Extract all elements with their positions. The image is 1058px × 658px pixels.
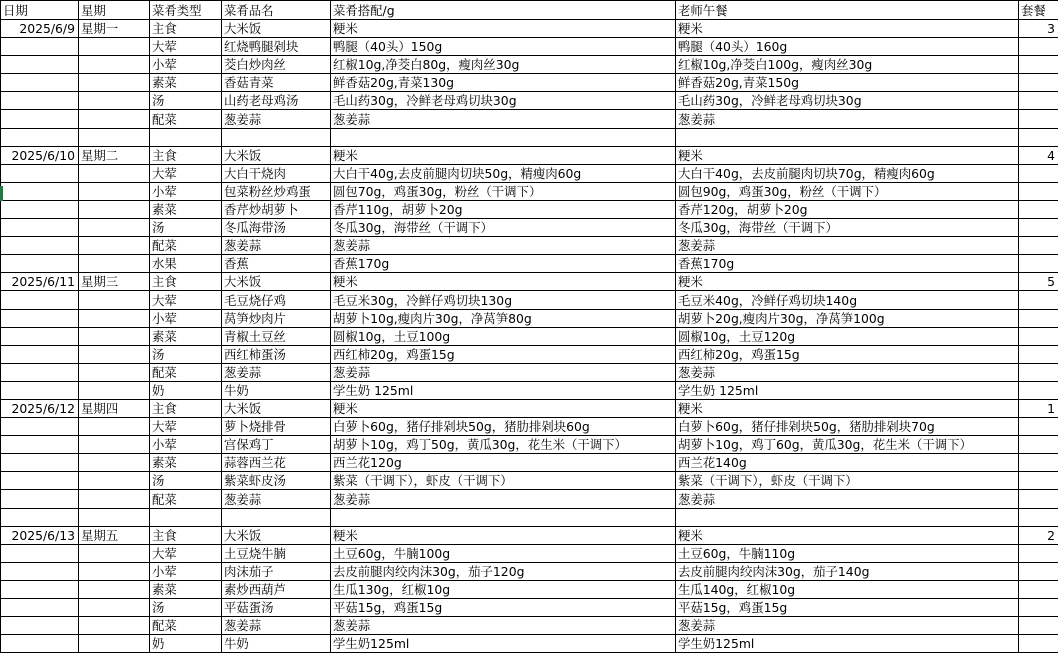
dish-type-cell[interactable]: 小荤 <box>150 56 222 74</box>
table-row <box>1 237 1058 255</box>
date-cell[interactable] <box>1 38 79 56</box>
dish-name-cell[interactable]: 牛奶 <box>222 381 331 399</box>
set-meal-cell[interactable] <box>1019 128 1058 146</box>
dish-name-cell[interactable]: 紫菜虾皮汤 <box>222 472 331 490</box>
teacher-lunch-cell[interactable]: 粳米 <box>676 146 1019 164</box>
dish-type-cell[interactable]: 素菜 <box>150 454 222 472</box>
dish-name-cell[interactable]: 大米饭 <box>222 526 331 544</box>
ingredients-cell[interactable]: 生瓜130g，红椒10g <box>331 580 676 598</box>
date-cell[interactable] <box>1 327 79 345</box>
table-row <box>1 273 1058 291</box>
teacher-lunch-cell[interactable]: 粳米 <box>676 526 1019 544</box>
table-row <box>1 56 1058 74</box>
weekday-cell[interactable] <box>79 580 150 598</box>
ingredients-cell[interactable]: 香蕉170g <box>331 255 676 273</box>
ingredients-cell[interactable]: 葱姜蒜 <box>331 110 676 128</box>
teacher-lunch-cell[interactable]: 葱姜蒜 <box>676 363 1019 381</box>
set-meal-cell[interactable]: 3 <box>1019 20 1058 38</box>
teacher-lunch-cell[interactable]: 胡萝卜20g,瘦肉片30g，净莴笋100g <box>676 309 1019 327</box>
dish-type-cell[interactable]: 小荤 <box>150 436 222 454</box>
dish-name-cell[interactable]: 蒜蓉西兰花 <box>222 454 331 472</box>
dish-type-cell[interactable]: 主食 <box>150 20 222 38</box>
header-set-meal[interactable]: 套餐 <box>1019 1 1058 20</box>
ingredients-cell[interactable]: 去皮前腿肉绞肉沫30g，茄子120g <box>331 562 676 580</box>
dish-type-cell[interactable]: 汤 <box>150 219 222 237</box>
dish-type-cell[interactable]: 素菜 <box>150 327 222 345</box>
dish-type-cell[interactable]: 主食 <box>150 526 222 544</box>
dish-type-cell[interactable]: 素菜 <box>150 580 222 598</box>
table-row <box>1 399 1058 417</box>
teacher-lunch-cell[interactable]: 粳米 <box>676 399 1019 417</box>
dish-type-cell[interactable]: 主食 <box>150 273 222 291</box>
teacher-lunch-cell[interactable]: 学生奶 125ml <box>676 381 1019 399</box>
set-meal-cell[interactable] <box>1019 363 1058 381</box>
ingredients-cell[interactable]: 圆椒10g，土豆100g <box>331 327 676 345</box>
weekday-cell[interactable]: 星期三 <box>79 273 150 291</box>
table-row <box>1 490 1058 508</box>
teacher-lunch-cell[interactable]: 白萝卜60g，猪仔排剁块50g，猪肋排剁块70g <box>676 418 1019 436</box>
teacher-lunch-cell[interactable]: 冬瓜30g，海带丝（干调下） <box>676 219 1019 237</box>
set-meal-cell[interactable] <box>1019 200 1058 218</box>
date-cell[interactable]: 2025/6/10 <box>1 146 79 164</box>
dish-name-cell[interactable]: 葱姜蒜 <box>222 617 331 635</box>
date-cell[interactable] <box>1 544 79 562</box>
set-meal-cell[interactable] <box>1019 255 1058 273</box>
ingredients-cell[interactable]: 毛豆米30g，冷鲜仔鸡切块130g <box>331 291 676 309</box>
dish-type-cell[interactable]: 配菜 <box>150 363 222 381</box>
dish-type-cell[interactable]: 汤 <box>150 472 222 490</box>
weekday-cell[interactable] <box>79 164 150 182</box>
dish-name-cell[interactable]: 葱姜蒜 <box>222 237 331 255</box>
table-row <box>1 454 1058 472</box>
set-meal-cell[interactable] <box>1019 508 1058 526</box>
weekday-cell[interactable] <box>79 363 150 381</box>
teacher-lunch-cell[interactable]: 生瓜140g，红椒10g <box>676 580 1019 598</box>
set-meal-cell[interactable]: 1 <box>1019 399 1058 417</box>
date-cell[interactable] <box>1 200 79 218</box>
ingredients-cell[interactable]: 粳米 <box>331 526 676 544</box>
set-meal-cell[interactable] <box>1019 92 1058 110</box>
set-meal-cell[interactable] <box>1019 345 1058 363</box>
header-row <box>1 1 1058 20</box>
table-row <box>1 327 1058 345</box>
header-date[interactable]: 日期 <box>1 1 79 20</box>
table-row <box>1 219 1058 237</box>
dish-type-cell[interactable]: 大荤 <box>150 291 222 309</box>
ingredients-cell[interactable]: 鸭腿（40头）150g <box>331 38 676 56</box>
date-cell[interactable] <box>1 345 79 363</box>
table-row <box>1 309 1058 327</box>
weekday-cell[interactable] <box>79 56 150 74</box>
date-cell[interactable]: 2025/6/11 <box>1 273 79 291</box>
set-meal-cell[interactable]: 4 <box>1019 146 1058 164</box>
ingredients-cell[interactable]: 鲜香菇20g,青菜130g <box>331 74 676 92</box>
weekday-cell[interactable] <box>79 508 150 526</box>
table-row <box>1 472 1058 490</box>
ingredients-cell[interactable]: 葱姜蒜 <box>331 237 676 255</box>
weekday-cell[interactable] <box>79 635 150 653</box>
weekday-cell[interactable] <box>79 436 150 454</box>
dish-type-cell[interactable]: 素菜 <box>150 74 222 92</box>
weekday-cell[interactable]: 星期一 <box>79 20 150 38</box>
table-row <box>1 436 1058 454</box>
weekday-cell[interactable] <box>79 381 150 399</box>
set-meal-cell[interactable] <box>1019 580 1058 598</box>
set-meal-cell[interactable] <box>1019 617 1058 635</box>
weekday-cell[interactable] <box>79 237 150 255</box>
set-meal-cell[interactable] <box>1019 164 1058 182</box>
dish-name-cell[interactable]: 冬瓜海带汤 <box>222 219 331 237</box>
date-cell[interactable]: 2025/6/13 <box>1 526 79 544</box>
ingredients-cell[interactable]: 葱姜蒜 <box>331 490 676 508</box>
weekday-cell[interactable] <box>79 38 150 56</box>
date-cell[interactable] <box>1 454 79 472</box>
weekday-cell[interactable] <box>79 219 150 237</box>
ingredients-cell[interactable]: 粳米 <box>331 146 676 164</box>
teacher-lunch-cell[interactable]: 去皮前腿肉绞肉沫30g，茄子140g <box>676 562 1019 580</box>
weekday-cell[interactable] <box>79 544 150 562</box>
dish-type-cell[interactable]: 小荤 <box>150 309 222 327</box>
dish-type-cell[interactable]: 水果 <box>150 255 222 273</box>
date-cell[interactable] <box>1 599 79 617</box>
table-row <box>1 562 1058 580</box>
dish-name-cell[interactable]: 葱姜蒜 <box>222 110 331 128</box>
ingredients-cell[interactable]: 西兰花120g <box>331 454 676 472</box>
weekday-cell[interactable] <box>79 128 150 146</box>
dish-type-cell[interactable]: 汤 <box>150 92 222 110</box>
dish-name-cell[interactable]: 牛奶 <box>222 635 331 653</box>
dish-name-cell[interactable]: 大米饭 <box>222 399 331 417</box>
ingredients-cell[interactable]: 红椒10g,净茭白80g，瘦肉丝30g <box>331 56 676 74</box>
table-row <box>1 345 1058 363</box>
set-meal-cell[interactable] <box>1019 599 1058 617</box>
dish-type-cell[interactable]: 配菜 <box>150 237 222 255</box>
table-row <box>1 164 1058 182</box>
set-meal-cell[interactable] <box>1019 454 1058 472</box>
dish-name-cell[interactable]: 山药老母鸡汤 <box>222 92 331 110</box>
table-row <box>1 146 1058 164</box>
dish-name-cell[interactable]: 大米饭 <box>222 273 331 291</box>
weekday-cell[interactable] <box>79 472 150 490</box>
dish-name-cell[interactable]: 土豆烧牛腩 <box>222 544 331 562</box>
teacher-lunch-cell[interactable]: 西红柿20g，鸡蛋15g <box>676 345 1019 363</box>
table-row <box>1 580 1058 598</box>
weekday-cell[interactable] <box>79 327 150 345</box>
dish-name-cell[interactable]: 香蕉 <box>222 255 331 273</box>
set-meal-cell[interactable] <box>1019 381 1058 399</box>
teacher-lunch-cell[interactable]: 毛山药30g，冷鲜老母鸡切块30g <box>676 92 1019 110</box>
ingredients-cell[interactable] <box>331 508 676 526</box>
set-meal-cell[interactable] <box>1019 237 1058 255</box>
dish-name-cell[interactable]: 葱姜蒜 <box>222 490 331 508</box>
ingredients-cell[interactable]: 胡萝卜10g,瘦肉片30g，净莴笋80g <box>331 309 676 327</box>
teacher-lunch-cell[interactable] <box>676 508 1019 526</box>
dish-type-cell[interactable]: 配菜 <box>150 110 222 128</box>
dish-name-cell[interactable]: 葱姜蒜 <box>222 363 331 381</box>
teacher-lunch-cell[interactable]: 圆椒10g，土豆120g <box>676 327 1019 345</box>
dish-type-cell[interactable]: 大荤 <box>150 418 222 436</box>
dish-type-cell[interactable]: 配菜 <box>150 617 222 635</box>
ingredients-cell[interactable]: 粳米 <box>331 399 676 417</box>
date-cell[interactable] <box>1 635 79 653</box>
weekday-cell[interactable] <box>79 418 150 436</box>
weekday-cell[interactable] <box>79 454 150 472</box>
teacher-lunch-cell[interactable]: 香芹120g，胡萝卜20g <box>676 200 1019 218</box>
dish-name-cell[interactable]: 素炒西葫芦 <box>222 580 331 598</box>
row-edge-marker <box>0 186 3 201</box>
ingredients-cell[interactable]: 大白干40g,去皮前腿肉切块50g，精瘦肉60g <box>331 164 676 182</box>
table-row <box>1 508 1058 526</box>
dish-type-cell[interactable]: 小荤 <box>150 182 222 200</box>
teacher-lunch-cell[interactable]: 土豆60g，牛腩110g <box>676 544 1019 562</box>
table-row <box>1 635 1058 653</box>
ingredients-cell[interactable]: 粳米 <box>331 20 676 38</box>
date-cell[interactable] <box>1 110 79 128</box>
date-cell[interactable] <box>1 219 79 237</box>
dish-name-cell[interactable]: 大米饭 <box>222 20 331 38</box>
date-cell[interactable] <box>1 418 79 436</box>
weekday-cell[interactable] <box>79 345 150 363</box>
set-meal-cell[interactable] <box>1019 56 1058 74</box>
teacher-lunch-cell[interactable]: 紫菜（干调下），虾皮（干调下） <box>676 472 1019 490</box>
teacher-lunch-cell[interactable]: 粳米 <box>676 20 1019 38</box>
teacher-lunch-cell[interactable]: 红椒10g,净茭白100g，瘦肉丝30g <box>676 56 1019 74</box>
set-meal-cell[interactable] <box>1019 544 1058 562</box>
table-row <box>1 38 1058 56</box>
teacher-lunch-cell[interactable]: 香蕉170g <box>676 255 1019 273</box>
date-cell[interactable] <box>1 436 79 454</box>
teacher-lunch-cell[interactable]: 葱姜蒜 <box>676 110 1019 128</box>
dish-name-cell[interactable]: 西红柿蛋汤 <box>222 345 331 363</box>
teacher-lunch-cell[interactable]: 学生奶125ml <box>676 635 1019 653</box>
header-dish-name[interactable]: 菜肴品名 <box>222 1 331 20</box>
header-weekday[interactable]: 星期 <box>79 1 150 20</box>
set-meal-cell[interactable] <box>1019 219 1058 237</box>
dish-name-cell[interactable]: 肉沫茄子 <box>222 562 331 580</box>
teacher-lunch-cell[interactable]: 圆包90g，鸡蛋30g，粉丝（干调下） <box>676 182 1019 200</box>
dish-type-cell[interactable]: 大荤 <box>150 544 222 562</box>
weekday-cell[interactable] <box>79 74 150 92</box>
dish-name-cell[interactable]: 包菜粉丝炒鸡蛋 <box>222 182 331 200</box>
set-meal-cell[interactable] <box>1019 110 1058 128</box>
dish-type-cell[interactable]: 主食 <box>150 399 222 417</box>
ingredients-cell[interactable]: 学生奶125ml <box>331 635 676 653</box>
date-cell[interactable] <box>1 237 79 255</box>
weekday-cell[interactable]: 星期五 <box>79 526 150 544</box>
teacher-lunch-cell[interactable] <box>676 128 1019 146</box>
date-cell[interactable] <box>1 164 79 182</box>
dish-name-cell[interactable]: 大白干烧肉 <box>222 164 331 182</box>
ingredients-cell[interactable]: 葱姜蒜 <box>331 363 676 381</box>
set-meal-cell[interactable] <box>1019 562 1058 580</box>
set-meal-cell[interactable] <box>1019 472 1058 490</box>
weekday-cell[interactable] <box>79 92 150 110</box>
weekday-cell[interactable] <box>79 617 150 635</box>
weekday-cell[interactable] <box>79 490 150 508</box>
set-meal-cell[interactable] <box>1019 327 1058 345</box>
dish-name-cell[interactable]: 大米饭 <box>222 146 331 164</box>
dish-name-cell[interactable] <box>222 508 331 526</box>
date-cell[interactable] <box>1 56 79 74</box>
weekday-cell[interactable] <box>79 200 150 218</box>
date-cell[interactable] <box>1 92 79 110</box>
ingredients-cell[interactable]: 平菇15g，鸡蛋15g <box>331 599 676 617</box>
date-cell[interactable]: 2025/6/12 <box>1 399 79 417</box>
date-cell[interactable] <box>1 74 79 92</box>
date-cell[interactable] <box>1 617 79 635</box>
table-row <box>1 74 1058 92</box>
dish-name-cell[interactable] <box>222 128 331 146</box>
weekday-cell[interactable] <box>79 309 150 327</box>
set-meal-cell[interactable]: 2 <box>1019 526 1058 544</box>
weekday-cell[interactable] <box>79 182 150 200</box>
table-row <box>1 291 1058 309</box>
date-cell[interactable] <box>1 562 79 580</box>
set-meal-cell[interactable] <box>1019 74 1058 92</box>
teacher-lunch-cell[interactable]: 平菇15g，鸡蛋15g <box>676 599 1019 617</box>
date-cell[interactable] <box>1 182 79 200</box>
table-row <box>1 92 1058 110</box>
date-cell[interactable] <box>1 291 79 309</box>
teacher-lunch-cell[interactable]: 毛豆米40g，冷鲜仔鸡切块140g <box>676 291 1019 309</box>
date-cell[interactable]: 2025/6/9 <box>1 20 79 38</box>
dish-type-cell[interactable]: 主食 <box>150 146 222 164</box>
teacher-lunch-cell[interactable]: 鸭腿（40头）160g <box>676 38 1019 56</box>
date-cell[interactable] <box>1 472 79 490</box>
dish-type-cell[interactable]: 奶 <box>150 381 222 399</box>
dish-type-cell[interactable]: 汤 <box>150 599 222 617</box>
set-meal-cell[interactable] <box>1019 309 1058 327</box>
teacher-lunch-cell[interactable]: 葱姜蒜 <box>676 617 1019 635</box>
ingredients-cell[interactable]: 圆包70g，鸡蛋30g，粉丝（干调下） <box>331 182 676 200</box>
dish-type-cell[interactable]: 素菜 <box>150 200 222 218</box>
table-row <box>1 182 1058 200</box>
weekday-cell[interactable] <box>79 599 150 617</box>
set-meal-cell[interactable]: 5 <box>1019 273 1058 291</box>
date-cell[interactable] <box>1 381 79 399</box>
dish-name-cell[interactable]: 毛豆烧仔鸡 <box>222 291 331 309</box>
teacher-lunch-cell[interactable]: 葱姜蒜 <box>676 490 1019 508</box>
set-meal-cell[interactable] <box>1019 182 1058 200</box>
set-meal-cell[interactable] <box>1019 490 1058 508</box>
dish-name-cell[interactable]: 平菇蛋汤 <box>222 599 331 617</box>
dish-type-cell[interactable]: 大荤 <box>150 38 222 56</box>
dish-type-cell[interactable]: 配菜 <box>150 490 222 508</box>
table-row <box>1 20 1058 38</box>
ingredients-cell[interactable]: 粳米 <box>331 273 676 291</box>
table-row <box>1 110 1058 128</box>
set-meal-cell[interactable] <box>1019 436 1058 454</box>
header-ingredients[interactable]: 菜肴搭配/g <box>331 1 676 20</box>
weekday-cell[interactable] <box>79 562 150 580</box>
ingredients-cell[interactable]: 冬瓜30g，海带丝（干调下） <box>331 219 676 237</box>
dish-name-cell[interactable]: 红烧鸭腿剁块 <box>222 38 331 56</box>
dish-type-cell[interactable]: 小荤 <box>150 562 222 580</box>
table-row <box>1 381 1058 399</box>
dish-name-cell[interactable]: 香菇青菜 <box>222 74 331 92</box>
date-cell[interactable] <box>1 309 79 327</box>
table-row <box>1 200 1058 218</box>
date-cell[interactable] <box>1 490 79 508</box>
table-row <box>1 599 1058 617</box>
date-cell[interactable] <box>1 580 79 598</box>
header-teacher-lunch[interactable]: 老师午餐 <box>676 1 1019 20</box>
ingredients-cell[interactable]: 学生奶 125ml <box>331 381 676 399</box>
ingredients-cell[interactable]: 胡萝卜10g，鸡丁50g，黄瓜30g，花生米（干调下） <box>331 436 676 454</box>
ingredients-cell[interactable]: 紫菜（干调下），虾皮（干调下） <box>331 472 676 490</box>
dish-name-cell[interactable]: 莴笋炒肉片 <box>222 309 331 327</box>
teacher-lunch-cell[interactable]: 粳米 <box>676 273 1019 291</box>
header-dish-type[interactable]: 菜肴类型 <box>150 1 222 20</box>
dish-name-cell[interactable]: 茭白炒肉丝 <box>222 56 331 74</box>
dish-type-cell[interactable]: 大荤 <box>150 164 222 182</box>
teacher-lunch-cell[interactable]: 葱姜蒜 <box>676 237 1019 255</box>
dish-type-cell[interactable]: 奶 <box>150 635 222 653</box>
date-cell[interactable] <box>1 128 79 146</box>
teacher-lunch-cell[interactable]: 西兰花140g <box>676 454 1019 472</box>
date-cell[interactable] <box>1 363 79 381</box>
weekday-cell[interactable]: 星期四 <box>79 399 150 417</box>
table-row <box>1 526 1058 544</box>
teacher-lunch-cell[interactable]: 大白干40g，去皮前腿肉切块70g，精瘦肉60g <box>676 164 1019 182</box>
ingredients-cell[interactable]: 香芹110g，胡萝卜20g <box>331 200 676 218</box>
weekday-cell[interactable] <box>79 291 150 309</box>
table-row <box>1 617 1058 635</box>
dish-type-cell[interactable] <box>150 508 222 526</box>
set-meal-cell[interactable] <box>1019 38 1058 56</box>
teacher-lunch-cell[interactable]: 胡萝卜10g，鸡丁60g，黄瓜30g，花生米（干调下） <box>676 436 1019 454</box>
table-row <box>1 418 1058 436</box>
table-row <box>1 544 1058 562</box>
set-meal-cell[interactable] <box>1019 418 1058 436</box>
set-meal-cell[interactable] <box>1019 291 1058 309</box>
table-row <box>1 363 1058 381</box>
weekday-cell[interactable] <box>79 110 150 128</box>
ingredients-cell[interactable] <box>331 128 676 146</box>
teacher-lunch-cell[interactable]: 鲜香菇20g,青菜150g <box>676 74 1019 92</box>
table-row <box>1 128 1058 146</box>
ingredients-cell[interactable]: 白萝卜60g，猪仔排剁块50g，猪肋排剁块60g <box>331 418 676 436</box>
ingredients-cell[interactable]: 毛山药30g，冷鲜老母鸡切块30g <box>331 92 676 110</box>
weekday-cell[interactable] <box>79 255 150 273</box>
set-meal-cell[interactable] <box>1019 635 1058 653</box>
dish-name-cell[interactable]: 宫保鸡丁 <box>222 436 331 454</box>
dish-type-cell[interactable] <box>150 128 222 146</box>
dish-name-cell[interactable]: 青椒土豆丝 <box>222 327 331 345</box>
ingredients-cell[interactable]: 葱姜蒜 <box>331 617 676 635</box>
table-row <box>1 255 1058 273</box>
date-cell[interactable] <box>1 255 79 273</box>
weekday-cell[interactable]: 星期二 <box>79 146 150 164</box>
dish-name-cell[interactable]: 香芹炒胡萝卜 <box>222 200 331 218</box>
date-cell[interactable] <box>1 508 79 526</box>
ingredients-cell[interactable]: 土豆60g，牛腩100g <box>331 544 676 562</box>
ingredients-cell[interactable]: 西红柿20g，鸡蛋15g <box>331 345 676 363</box>
dish-name-cell[interactable]: 萝卜烧排骨 <box>222 418 331 436</box>
dish-type-cell[interactable]: 汤 <box>150 345 222 363</box>
